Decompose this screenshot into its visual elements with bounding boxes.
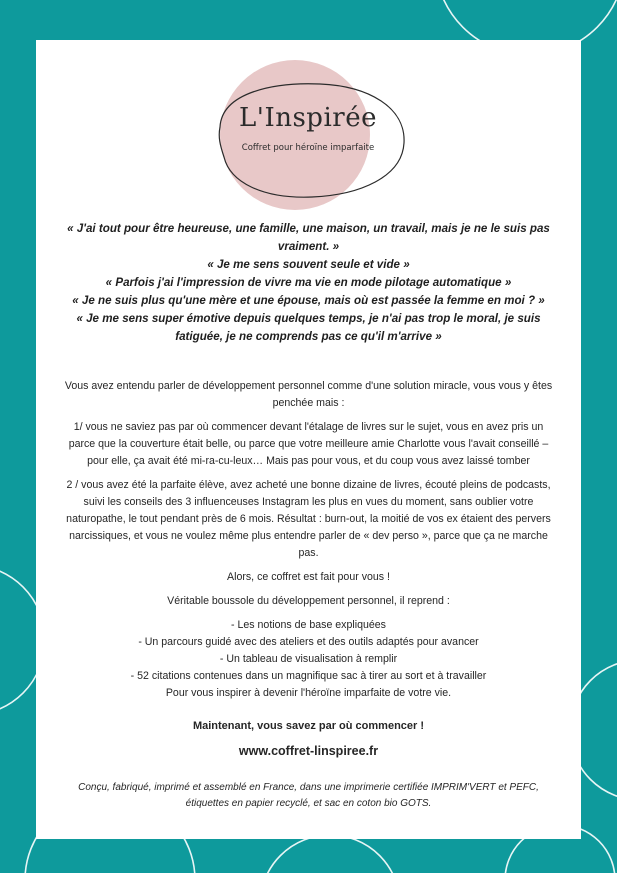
list-item: - Un tableau de visualisation à remplir	[219, 653, 398, 665]
point-1-paragraph: 1/ vous ne saviez pas par où commencer devant l'étalage de livres sur le sujet, vous en avez pris un parce que la couverture était belle, ou parce que votre meilleure amie Charlotte vous l'avait conseillé – pour elle, ça avait été mi-ra-cu-leux… Mais pas pour vous, et du coup vous avez laissé tomber	[68, 421, 549, 467]
features-list	[62, 617, 555, 702]
quote-3: « Parfois j'ai l'impression de vivre ma vie en mode pilotage automatique »	[105, 276, 512, 289]
offer-line: Alors, ce coffret est fait pour vous !	[227, 571, 390, 583]
quote-2: « Je me sens souvent seule et vide »	[207, 258, 410, 271]
list-item: Pour vous inspirer à devenir l'héroïne imparfaite de votre vie.	[165, 687, 452, 699]
logo	[200, 57, 416, 217]
footer-note: Conçu, fabriqué, imprimé et assemblé en France, dans une imprimerie certifiée IMPRIM'VERT et PEFC, étiquettes en papier recyclé, et sac en coton bio GOTS.	[78, 782, 539, 809]
flyer-page	[36, 40, 581, 839]
quote-5: « Je me sens super émotive depuis quelques temps, je n'ai pas trop le moral, je suis fatiguée, je ne comprends pas ce qu'il m'arrive »	[76, 312, 541, 343]
intro-paragraph: Vous avez entendu parler de développement personnel comme d'une solution miracle, vous vous y êtes penchée mais :	[64, 380, 553, 409]
body-text	[62, 378, 555, 812]
call-to-action: Maintenant, vous savez par où commencer !	[192, 720, 425, 732]
list-item: - Les notions de base expliquées	[231, 619, 386, 631]
quote-4: « Je ne suis plus qu'une mère et une épouse, mais où est passée la femme en moi ? »	[72, 294, 545, 307]
list-item: - 52 citations contenues dans un magnifique sac à tirer au sort et à travailler	[130, 670, 487, 682]
offer-intro: Véritable boussole du développement personnel, il reprend :	[167, 595, 450, 607]
list-item: - Un parcours guidé avec des ateliers et des outils adaptés pour avancer	[138, 636, 479, 648]
quote-1: « J'ai tout pour être heureuse, une famille, une maison, un travail, mais je ne le suis pas vraiment. »	[67, 222, 550, 253]
point-2-paragraph: 2 / vous avez été la parfaite élève, avez acheté une bonne dizaine de livres, écouté pleins de podcasts, suivi les conseils des 3 influenceuses Instagram les plus en vues du moment, sans oublier votre naturopathe, le tout pendant près de 6 mois. Résultat : burn-out, la moitié de vos ex étaient des pervers narcissiques, et vous ne voulez même plus entendre parler de « dev perso », parce que ça ne marche pas.	[66, 479, 551, 559]
logo-tagline: Coffret pour héroïne imparfaite	[241, 143, 375, 153]
website-link[interactable]: www.coffret-linspiree.fr	[238, 744, 379, 758]
logo-blob-icon	[200, 57, 416, 217]
testimonial-quotes	[62, 220, 555, 346]
logo-title: L'Inspirée	[239, 103, 377, 133]
